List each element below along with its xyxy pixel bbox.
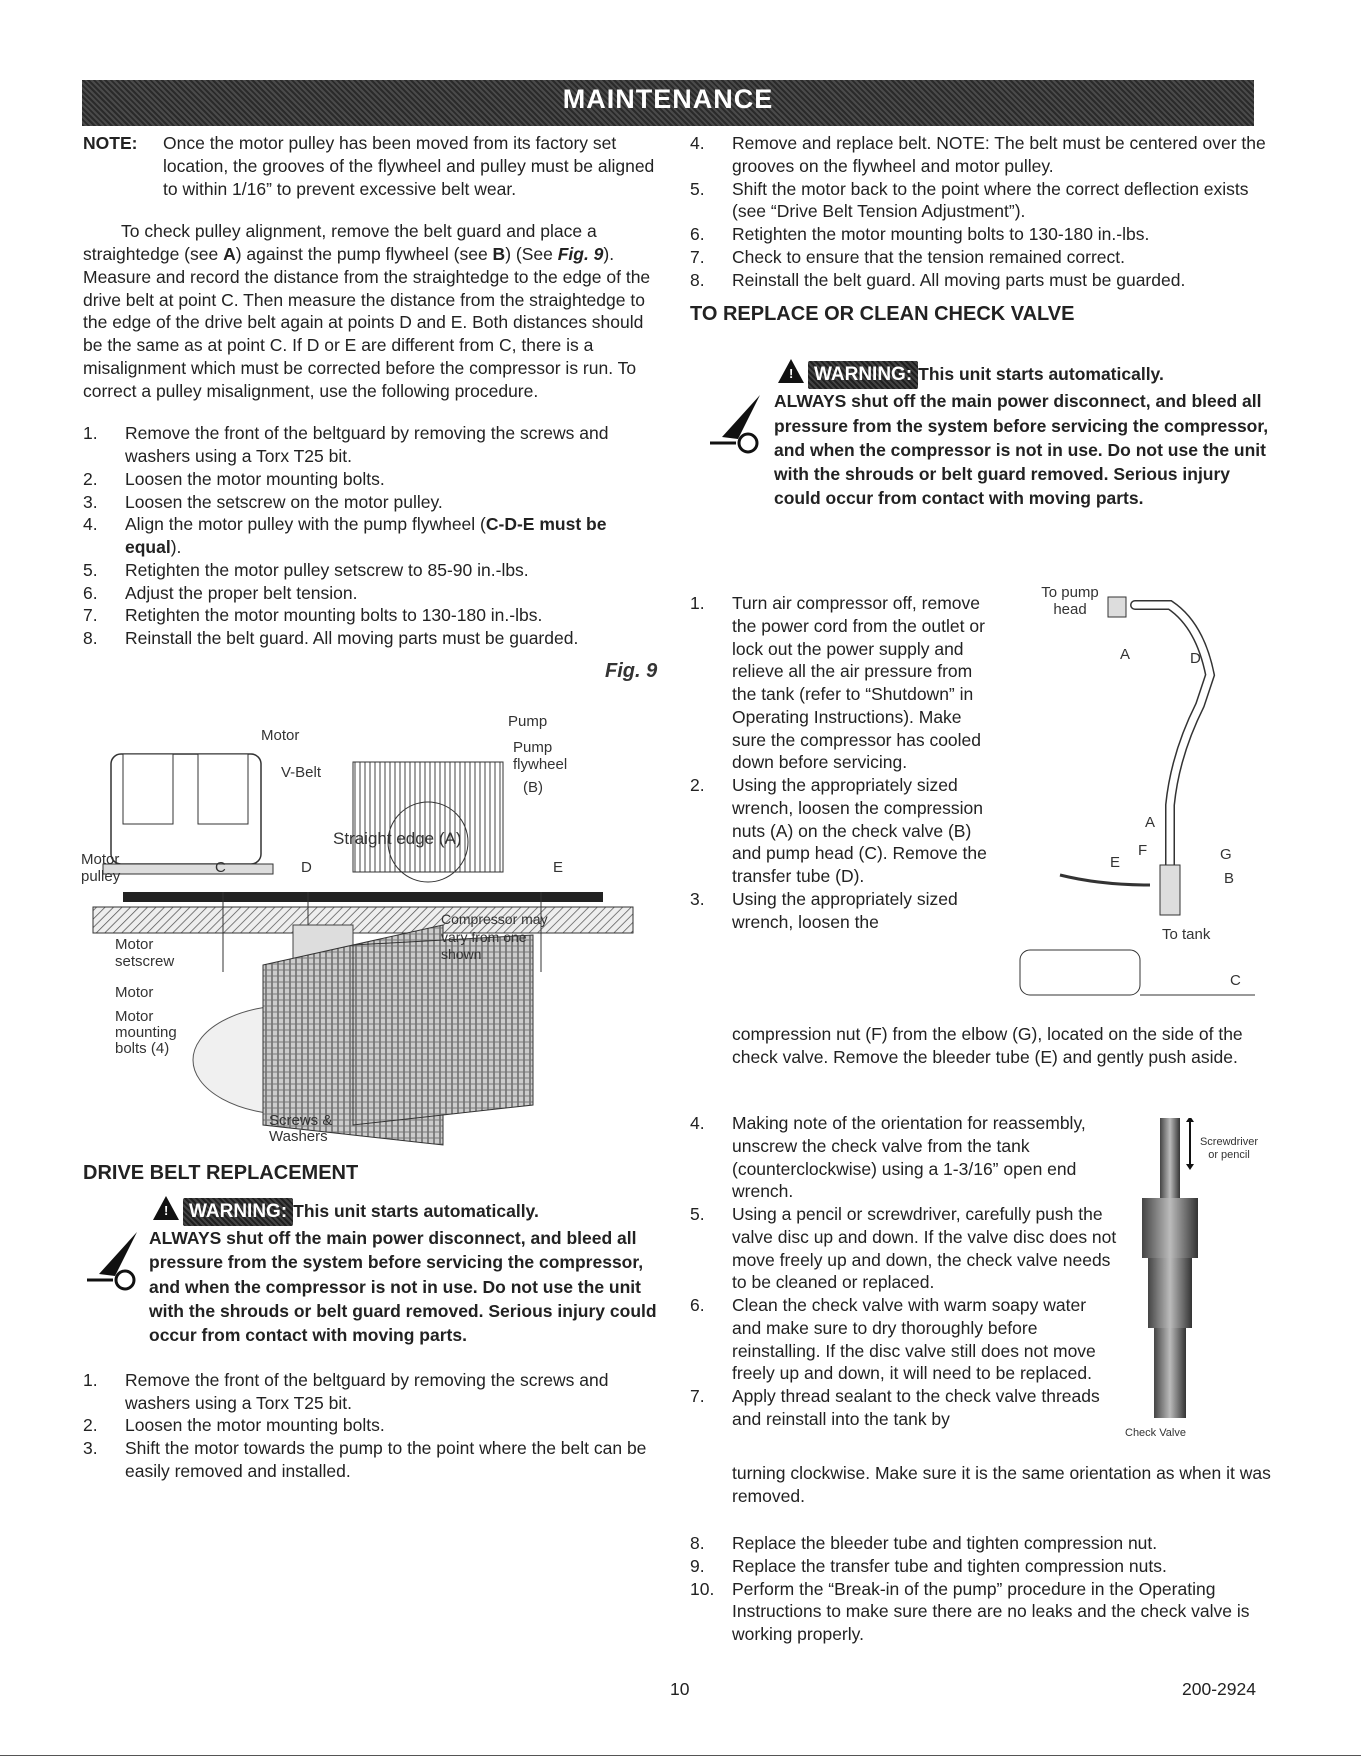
list-item: 8. Replace the bleeder tube and tighten compression nut. [690,1533,1158,1553]
page-number: 10 [670,1679,690,1699]
step7-continued: turning clockwise. Make sure it is the same orientation as when it was removed. [732,1463,1271,1506]
footer-rule [0,1755,1361,1756]
warning-triangle-icon: ! [153,1196,179,1220]
d-label: D [1190,650,1201,667]
to-pump-head-label: To pump head [1041,584,1099,618]
check-valve-piping-diagram [1000,585,1255,1005]
a-top-label: A [1120,646,1131,663]
list-item: 1. Turn air compressor off, remove the power cord from the outlet or lock out the power supply and relieve all the air pressure from the tank (refer to “Shutdown” in Operating Instructions). Make sure the compressor has cooled down before servicing. [690,593,985,773]
note [83,132,663,200]
c-label: C [1230,972,1241,989]
list-item: 8. Reinstall the belt guard. All moving parts must be guarded. [83,628,579,648]
drive-belt-heading: DRIVE BELT REPLACEMENT [83,1162,359,1184]
to-tank-label: To tank [1162,926,1211,943]
check-valve-steps-e [690,1532,1270,1646]
warning-block [83,1196,663,1347]
list-item: 8. Reinstall the belt guard. All moving parts must be guarded. [690,269,1186,290]
warning-tag: WARNING: [183,1198,293,1226]
hand-hazard-icon [710,395,764,455]
list-item: 7. Apply thread sealant to the check valve threads and reinstall into the tank by [690,1386,1100,1429]
c-label: C [215,859,226,876]
check-valve-steps-d [732,1462,1272,1508]
check-valve-steps-a [690,592,1000,933]
list-item: 2. Using the appropriately sized wrench, loosen the compression nuts (A) on the check valve (B) and pump head (C). Remove the transfer tube (D). [690,775,987,886]
warning-lead: This unit starts automatically. [293,1201,539,1221]
motor-lower-label: Motor [115,984,154,1001]
motor-pulley-label: Motor pulley [81,851,121,885]
list-item: 5. Using a pencil or screwdriver, carefully push the valve disc up and down. If the valve disc does not move freely up and down, the check valve needs to be cleaned or replaced. [690,1204,1117,1293]
warning-body: ALWAYS shut off the main power disconnect, and bleed all pressure from the system before servicing the compressor, and when the compressor is not in use. Do not use the unit with the shrouds or belt guard removed. Serious injury could occur from contact with moving parts. [149,1228,657,1345]
list-item: 1. Remove the front of the beltguard by removing the screws and washers using a Torx T25 bit. [83,423,609,466]
warning-body: ALWAYS shut off the main power disconnect, and bleed all pressure from the system before servicing the compressor, and when the compressor is not in use. Do not use the unit with the shrouds or belt guard removed. Serious injury could occur from contact with moving parts. [774,391,1269,509]
hand-hazard-icon [87,1232,141,1292]
step3-continued: compression nut (F) from the elbow (G), located on the side of the check valve. Remove the bleeder tube (E) and gently push aside. [732,1024,1243,1067]
compressor-note: Compressor may vary from one shown [441,911,548,962]
list-item: 1. Remove the front of the beltguard by removing the screws and washers using a Torx T25 bit. [83,1369,609,1413]
note-text: Once the motor pulley has been moved from its factory set location, the grooves of the flywheel and pulley must be aligned to within 1/16” to prevent excessive belt wear. [163,133,655,199]
list-item: 3. Shift the motor towards the pump to the point where the belt can be easily removed and installed. [83,1438,647,1481]
warning-tag: WARNING: [808,361,918,389]
check-valve-figure [1120,1118,1260,1448]
warning-lead: This unit starts automatically. [918,364,1164,385]
screws-washers-label: Screws & Washers [269,1112,333,1145]
alignment-paragraph: To check pulley alignment, remove the belt guard and place a straightedge (see A) against the pump flywheel (see B) (See Fig. 9). Measure and record the distance from the straightedge to the edge of the drive belt at point C. Then measure the distance from the straightedge to the edge of the drive belt again at points D and E. Both distances should be the same as at point C. If D or E are different from C, there is a misalignment which must be corrected before the compressor is run. To correct a pulley misalignment, use the following procedure. [83,221,651,401]
alignment-steps [83,422,663,650]
document-number: 200-2924 [1182,1679,1256,1699]
f-label: F [1138,842,1148,859]
beltguard-diagram [83,895,673,1155]
list-item: 2. Loosen the motor mounting bolts. [83,1415,385,1436]
list-item: 6. Retighten the motor mounting bolts to 130-180 in.-lbs. [690,224,1150,244]
list-item: 7. Retighten the motor mounting bolts to 130-180 in.-lbs. [83,605,543,626]
straight-edge-label: Straight edge (A) [333,829,462,848]
list-item: 6. Adjust the proper belt tension. [83,582,358,603]
section-title: MAINTENANCE [562,84,774,114]
list-item: 3. Loosen the setscrew on the motor pulley. [83,491,443,512]
check-valve-steps-b [732,1023,1272,1069]
list-item: 2. Loosen the motor mounting bolts. [83,468,385,489]
section-banner [82,80,1254,126]
check-valve-drawing [1120,1118,1260,1448]
list-item: 7. Check to ensure that the tension remained correct. [690,246,1125,267]
list-item: 9. Replace the transfer tube and tighten compression nuts. [690,1555,1167,1576]
list-item: 4. Align the motor pulley with the pump flywheel (C-D-E must be equal). [83,514,607,557]
list-item: 4. Making note of the orientation for reassembly, unscrew the check valve from the tank (counterclockwise) using a 1-3/16” open end wrench. [690,1113,1086,1202]
drive-belt-steps-continued [690,132,1270,291]
b-label: B [1224,870,1235,887]
check-valve-heading: TO REPLACE OR CLEAN CHECK VALVE [690,303,1075,326]
check-valve-steps-c [690,1112,1120,1431]
right-column-top [690,132,1270,510]
check-valve-label: Check Valve [1125,1427,1186,1439]
vbelt-label: V-Belt [281,764,322,781]
list-item: 10. Perform the “Break-in of the pump” procedure in the Operating Instructions to make sure there are no leaks and the check valve is working properly. [690,1578,1250,1644]
list-item: 4. Remove and replace belt. NOTE: The belt must be centered over the grooves on the flywheel and motor pulley. [690,133,1266,176]
mounting-bolts-label: Motor mounting bolts (4) [115,1008,177,1057]
list-item: 6. Clean the check valve with warm soapy water and make sure to dry thoroughly before reinstalling. If the disc valve still does not move freely up and down, it will need to be replaced. [690,1295,1096,1384]
list-item: 5. Shift the motor back to the point where the correct deflection exists (see “Drive Belt Tension Adjustment”). [690,178,1249,222]
screwdriver-label: Screwdriver or pencil [1199,1136,1259,1162]
list-item: 5. Retighten the motor pulley setscrew to 85-90 in.-lbs. [83,559,529,580]
fig9-label: Fig. 9 [605,660,658,682]
e-label: E [553,859,564,876]
e-label: E [1110,854,1121,871]
list-item: 3. Using the appropriately sized wrench, loosen the [690,888,958,932]
pump-flywheel-label: Pump flywheel [513,739,568,773]
note-label: NOTE: [83,133,138,153]
drive-belt-section [83,1160,663,1483]
d-label: D [301,859,312,876]
pump-label: Pump [508,713,548,730]
drive-belt-steps [83,1369,663,1483]
warning-block-right [690,359,1270,510]
b-label: (B) [523,779,543,796]
left-column [83,132,663,650]
warning-triangle-icon: ! [778,359,804,383]
motor-label: Motor [261,727,300,744]
a-mid-label: A [1145,814,1156,831]
g-label: G [1220,846,1232,863]
setscrew-label: Motor setscrew [115,936,175,970]
